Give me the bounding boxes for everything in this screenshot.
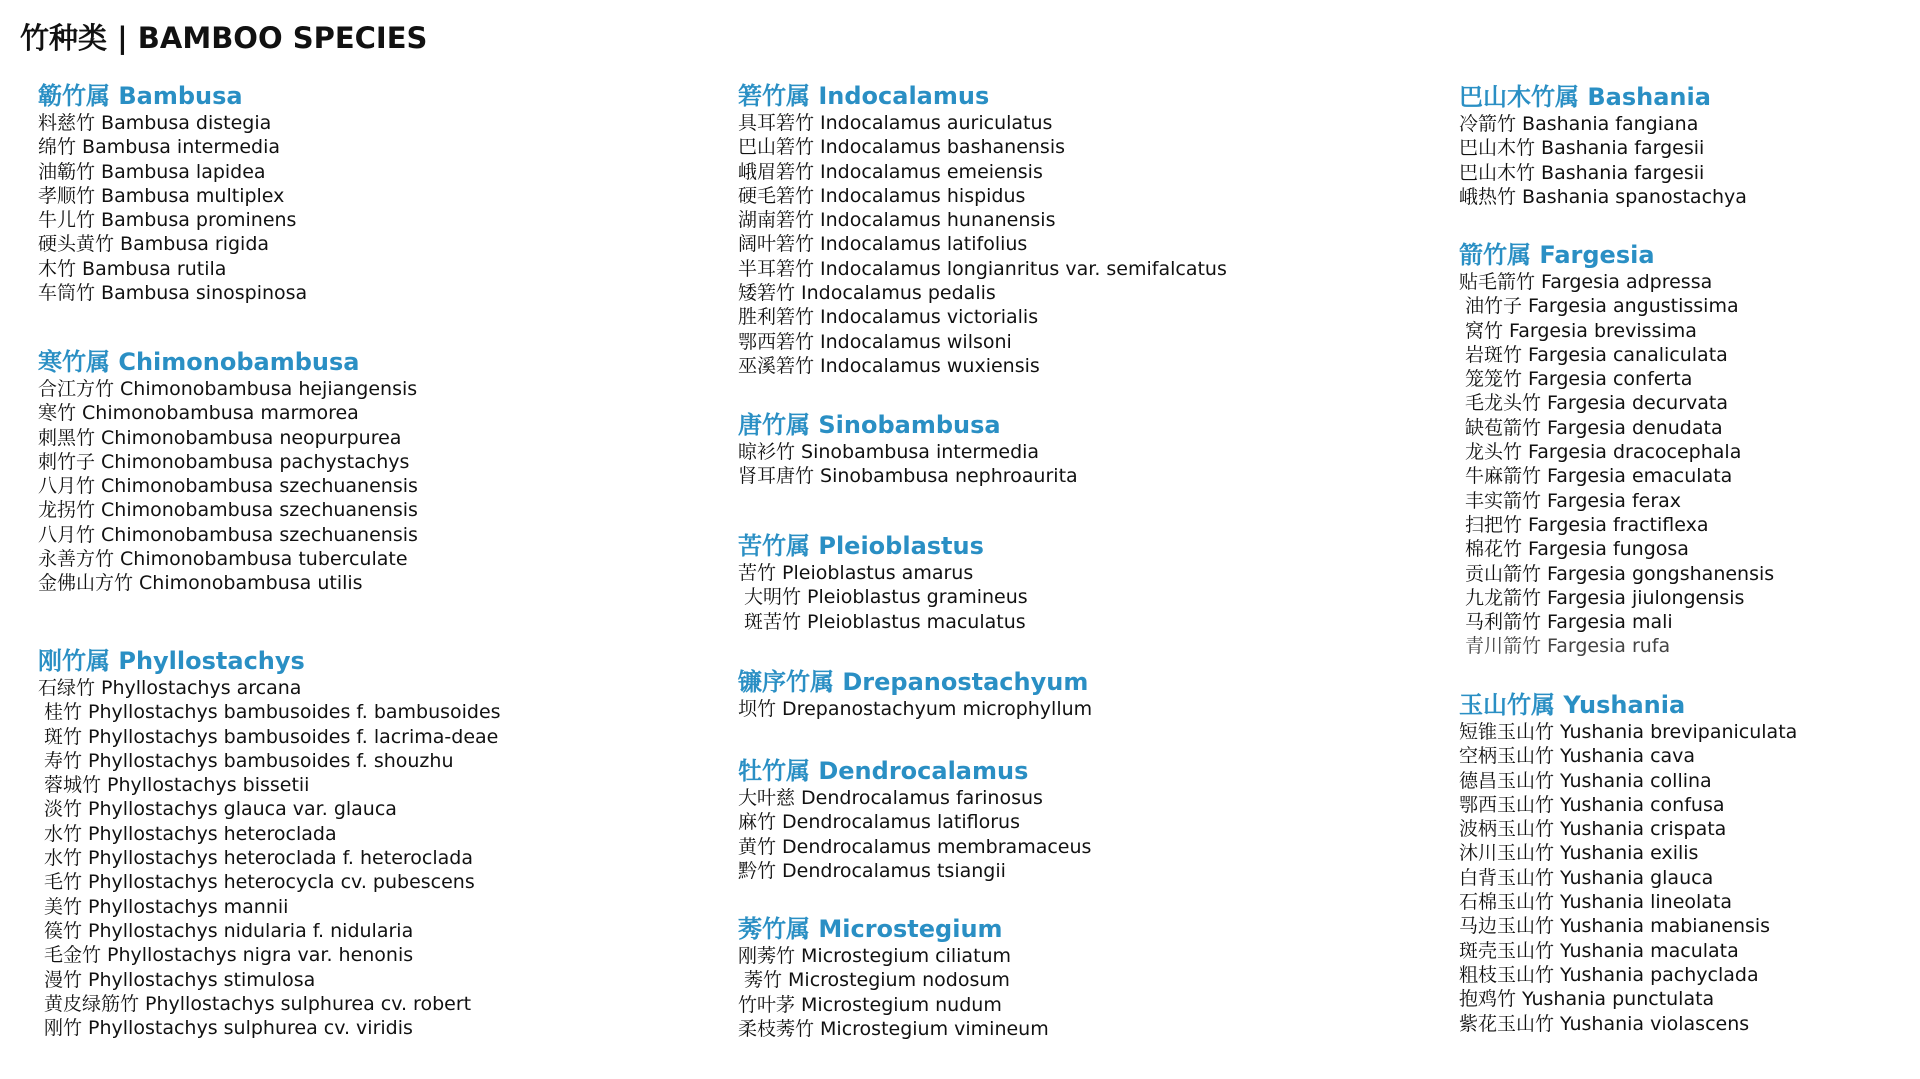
species-item: 斑苦竹 Pleioblastus maculatus [744,610,1026,633]
species-item: 肾耳唐竹 Sinobambusa nephroaurita [738,465,1078,488]
species-item: 油簕竹 Bambusa lapidea [38,160,266,183]
species-item: 峨热竹 Bashania spanostachya [1459,185,1747,208]
species-item: 寒竹 Chimonobambusa marmorea [38,402,359,425]
species-item: 马利箭竹 Fargesia mali [1465,611,1673,634]
species-item: 石棉玉山竹 Yushania lineolata [1459,891,1733,914]
genus-microstegium [738,914,1049,1041]
species-item: 苦竹 Pleioblastus amarus [738,562,974,584]
genus-title: 苦竹属 Pleioblastus [738,532,984,560]
species-item: 笼笼竹 Fargesia conferta [1465,368,1693,391]
species-item: 漫竹 Phyllostachys stimulosa [44,968,316,991]
species-item: 刚莠竹 Microstegium ciliatum [738,945,1012,967]
species-item: 八月竹 Chimonobambusa szechuanensis [38,475,418,498]
species-list [38,676,501,1040]
genus-pleioblastus [738,531,1028,634]
species-list [738,561,1028,634]
genus-title: 镰序竹属 Drepanostachyum [738,668,1089,696]
species-item: 硬头黄竹 Bambusa rigida [38,233,270,256]
genus-title: 唐竹属 Sinobambusa [738,411,1001,439]
species-item: 龙头竹 Fargesia dracocephala [1465,441,1742,464]
species-item: 丰实箭竹 Fargesia ferax [1465,489,1682,512]
species-item: 木竹 Bambusa rutila [38,257,227,280]
species-item: 毛金竹 Phyllostachys nigra var. henonis [44,944,414,967]
species-item: 湖南箬竹 Indocalamus hunanensis [738,209,1056,232]
species-item: 巴山木竹 Bashania fargesii [1459,137,1705,160]
species-item: 柔枝莠竹 Microstegium vimineum [738,1017,1049,1040]
species-list [1459,720,1797,1036]
species-item: 毛竹 Phyllostachys heterocycla cv. pubescens [44,871,475,894]
species-item: 桂竹 Phyllostachys bambusoides f. bambusoides [44,701,501,724]
species-item: 寿竹 Phyllostachys bambusoides f. shouzhu [44,749,454,772]
species-item: 晾衫竹 Sinobambusa intermedia [738,441,1040,463]
species-item: 沐川玉山竹 Yushania exilis [1459,842,1699,865]
species-item: 青川箭竹 Fargesia rufa [1465,635,1671,658]
genus-dendrocalamus [738,756,1091,883]
species-item: 窝竹 Fargesia brevissima [1465,319,1697,342]
species-item: 牛麻箭竹 Fargesia emaculata [1465,465,1733,488]
species-list [1459,112,1747,209]
species-item: 鄂西玉山竹 Yushania confusa [1459,793,1725,816]
genus-title: 箭竹属 Fargesia [1459,241,1655,269]
genus-title: 簕竹属 Bambusa [38,82,243,110]
species-item: 波柄玉山竹 Yushania crispata [1459,818,1727,841]
species-list [738,697,1092,721]
species-list [738,786,1091,883]
species-list [38,111,307,305]
species-item: 具耳箬竹 Indocalamus auriculatus [738,112,1053,134]
species-item: 石绿竹 Phyllostachys arcana [38,677,302,699]
genus-title: 箬竹属 Indocalamus [738,82,990,110]
species-item: 紫花玉山竹 Yushania violascens [1459,1012,1750,1035]
species-item: 牛儿竹 Bambusa prominens [38,209,297,232]
species-item: 短锥玉山竹 Yushania brevipaniculata [1459,721,1798,743]
genus-sinobambusa [738,410,1078,489]
species-item: 美竹 Phyllostachys mannii [44,895,289,918]
species-item: 阔叶箬竹 Indocalamus latifolius [738,233,1028,256]
species-item: 岩斑竹 Fargesia canaliculata [1465,343,1728,366]
species-item: 淡竹 Phyllostachys glauca var. glauca [44,798,397,821]
species-item: 孝顺竹 Bambusa multiplex [38,184,285,207]
species-item: 白背玉山竹 Yushania glauca [1459,866,1714,889]
species-item: 黄竹 Dendrocalamus membramaceus [738,835,1092,858]
species-item: 硬毛箬竹 Indocalamus hispidus [738,184,1026,207]
species-item: 合江方竹 Chimonobambusa hejiangensis [38,378,418,400]
species-item: 峨眉箬竹 Indocalamus emeiensis [738,160,1043,183]
species-item: 大明竹 Pleioblastus gramineus [744,586,1028,609]
species-item: 德昌玉山竹 Yushania collina [1459,769,1712,792]
species-item: 刺黑竹 Chimonobambusa neopurpurea [38,426,402,449]
species-item: 鄂西箬竹 Indocalamus wilsoni [738,330,1012,353]
species-item: 抱鸡竹 Yushania punctulata [1459,988,1715,1011]
species-item: 扫把竹 Fargesia fractiflexa [1465,513,1709,536]
genus-chimonobambusa [38,347,418,596]
species-item: 料慈竹 Bambusa distegia [38,112,272,134]
species-item: 矮箬竹 Indocalamus pedalis [738,282,996,305]
species-item: 竹叶茅 Microstegium nudum [738,993,1002,1016]
species-item: 麻竹 Dendrocalamus latiflorus [738,811,1020,834]
species-list [738,440,1078,489]
species-item: 巴山木竹 Bashania fargesii [1459,161,1705,184]
genus-title: 寒竹属 Chimonobambusa [38,348,360,376]
species-item: 缺苞箭竹 Fargesia denudata [1465,416,1723,439]
species-item: 贴毛箭竹 Fargesia adpressa [1459,271,1713,293]
species-item: 毛龙头竹 Fargesia decurvata [1465,392,1728,415]
species-item: 龙拐竹 Chimonobambusa szechuanensis [38,499,418,522]
genus-title: 莠竹属 Microstegium [738,915,1003,943]
species-item: 空柄玉山竹 Yushania cava [1459,745,1696,768]
genus-indocalamus [738,81,1227,378]
species-item: 马边玉山竹 Yushania mabianensis [1459,915,1771,938]
genus-title: 刚竹属 Phyllostachys [38,647,305,675]
species-list [738,111,1227,378]
species-item: 黄皮绿筋竹 Phyllostachys sulphurea cv. robert [44,992,472,1015]
genus-bambusa [38,81,307,305]
species-item: 水竹 Phyllostachys heteroclada [44,822,337,845]
species-item: 胜利箬竹 Indocalamus victorialis [738,306,1039,329]
species-item: 油竹子 Fargesia angustissima [1465,295,1739,318]
species-item: 棉花竹 Fargesia fungosa [1465,538,1689,561]
species-item: 莠竹 Microstegium nodosum [744,969,1010,992]
species-item: 永善方竹 Chimonobambusa tuberculate [38,548,408,571]
species-item: 刺竹子 Chimonobambusa pachystachys [38,450,410,473]
species-item: 巴山箬竹 Indocalamus bashanensis [738,136,1066,159]
species-item: 坝竹 Drepanostachyum microphyllum [738,698,1093,720]
species-item: 八月竹 Chimonobambusa szechuanensis [38,523,418,546]
species-list [38,377,418,596]
species-item: 粗枝玉山竹 Yushania pachyclada [1459,963,1759,986]
genus-fargesia [1459,240,1774,659]
species-item: 半耳箬竹 Indocalamus longianritus var. semifalcatus [738,257,1227,280]
species-item: 巫溪箬竹 Indocalamus wuxiensis [738,354,1040,377]
genus-title: 牡竹属 Dendrocalamus [738,757,1029,785]
species-item: 刚竹 Phyllostachys sulphurea cv. viridis [44,1017,413,1040]
genus-title: 巴山木竹属 Bashania [1459,83,1711,111]
species-item: 水竹 Phyllostachys heteroclada f. heteroclada [44,847,473,870]
species-list [738,944,1049,1041]
genus-phyllostachys [38,646,501,1040]
species-item: 斑壳玉山竹 Yushania maculata [1459,939,1739,962]
species-item: 九龙箭竹 Fargesia jiulongensis [1465,586,1745,609]
species-item: 贡山箭竹 Fargesia gongshanensis [1465,562,1775,585]
genus-drepanostachyum [738,667,1092,721]
species-item: 冷箭竹 Bashania fangiana [1459,113,1699,135]
genus-title: 玉山竹属 Yushania [1459,691,1686,719]
species-list [1459,270,1774,659]
genus-yushania [1459,690,1797,1036]
page-title: 竹种类 | BAMBOO SPECIES [20,21,428,55]
species-item: 蓉城竹 Phyllostachys bissetii [44,774,310,797]
species-item: 绵竹 Bambusa intermedia [38,136,281,159]
species-item: 篌竹 Phyllostachys nidularia f. nidularia [44,919,414,942]
species-item: 车筒竹 Bambusa sinospinosa [38,282,308,305]
species-item: 黔竹 Dendrocalamus tsiangii [738,859,1006,882]
genus-bashania [1459,82,1747,209]
species-item: 大叶慈 Dendrocalamus farinosus [738,787,1043,809]
species-item: 斑竹 Phyllostachys bambusoides f. lacrima-deae [44,725,499,748]
species-item: 金佛山方竹 Chimonobambusa utilis [38,572,363,595]
